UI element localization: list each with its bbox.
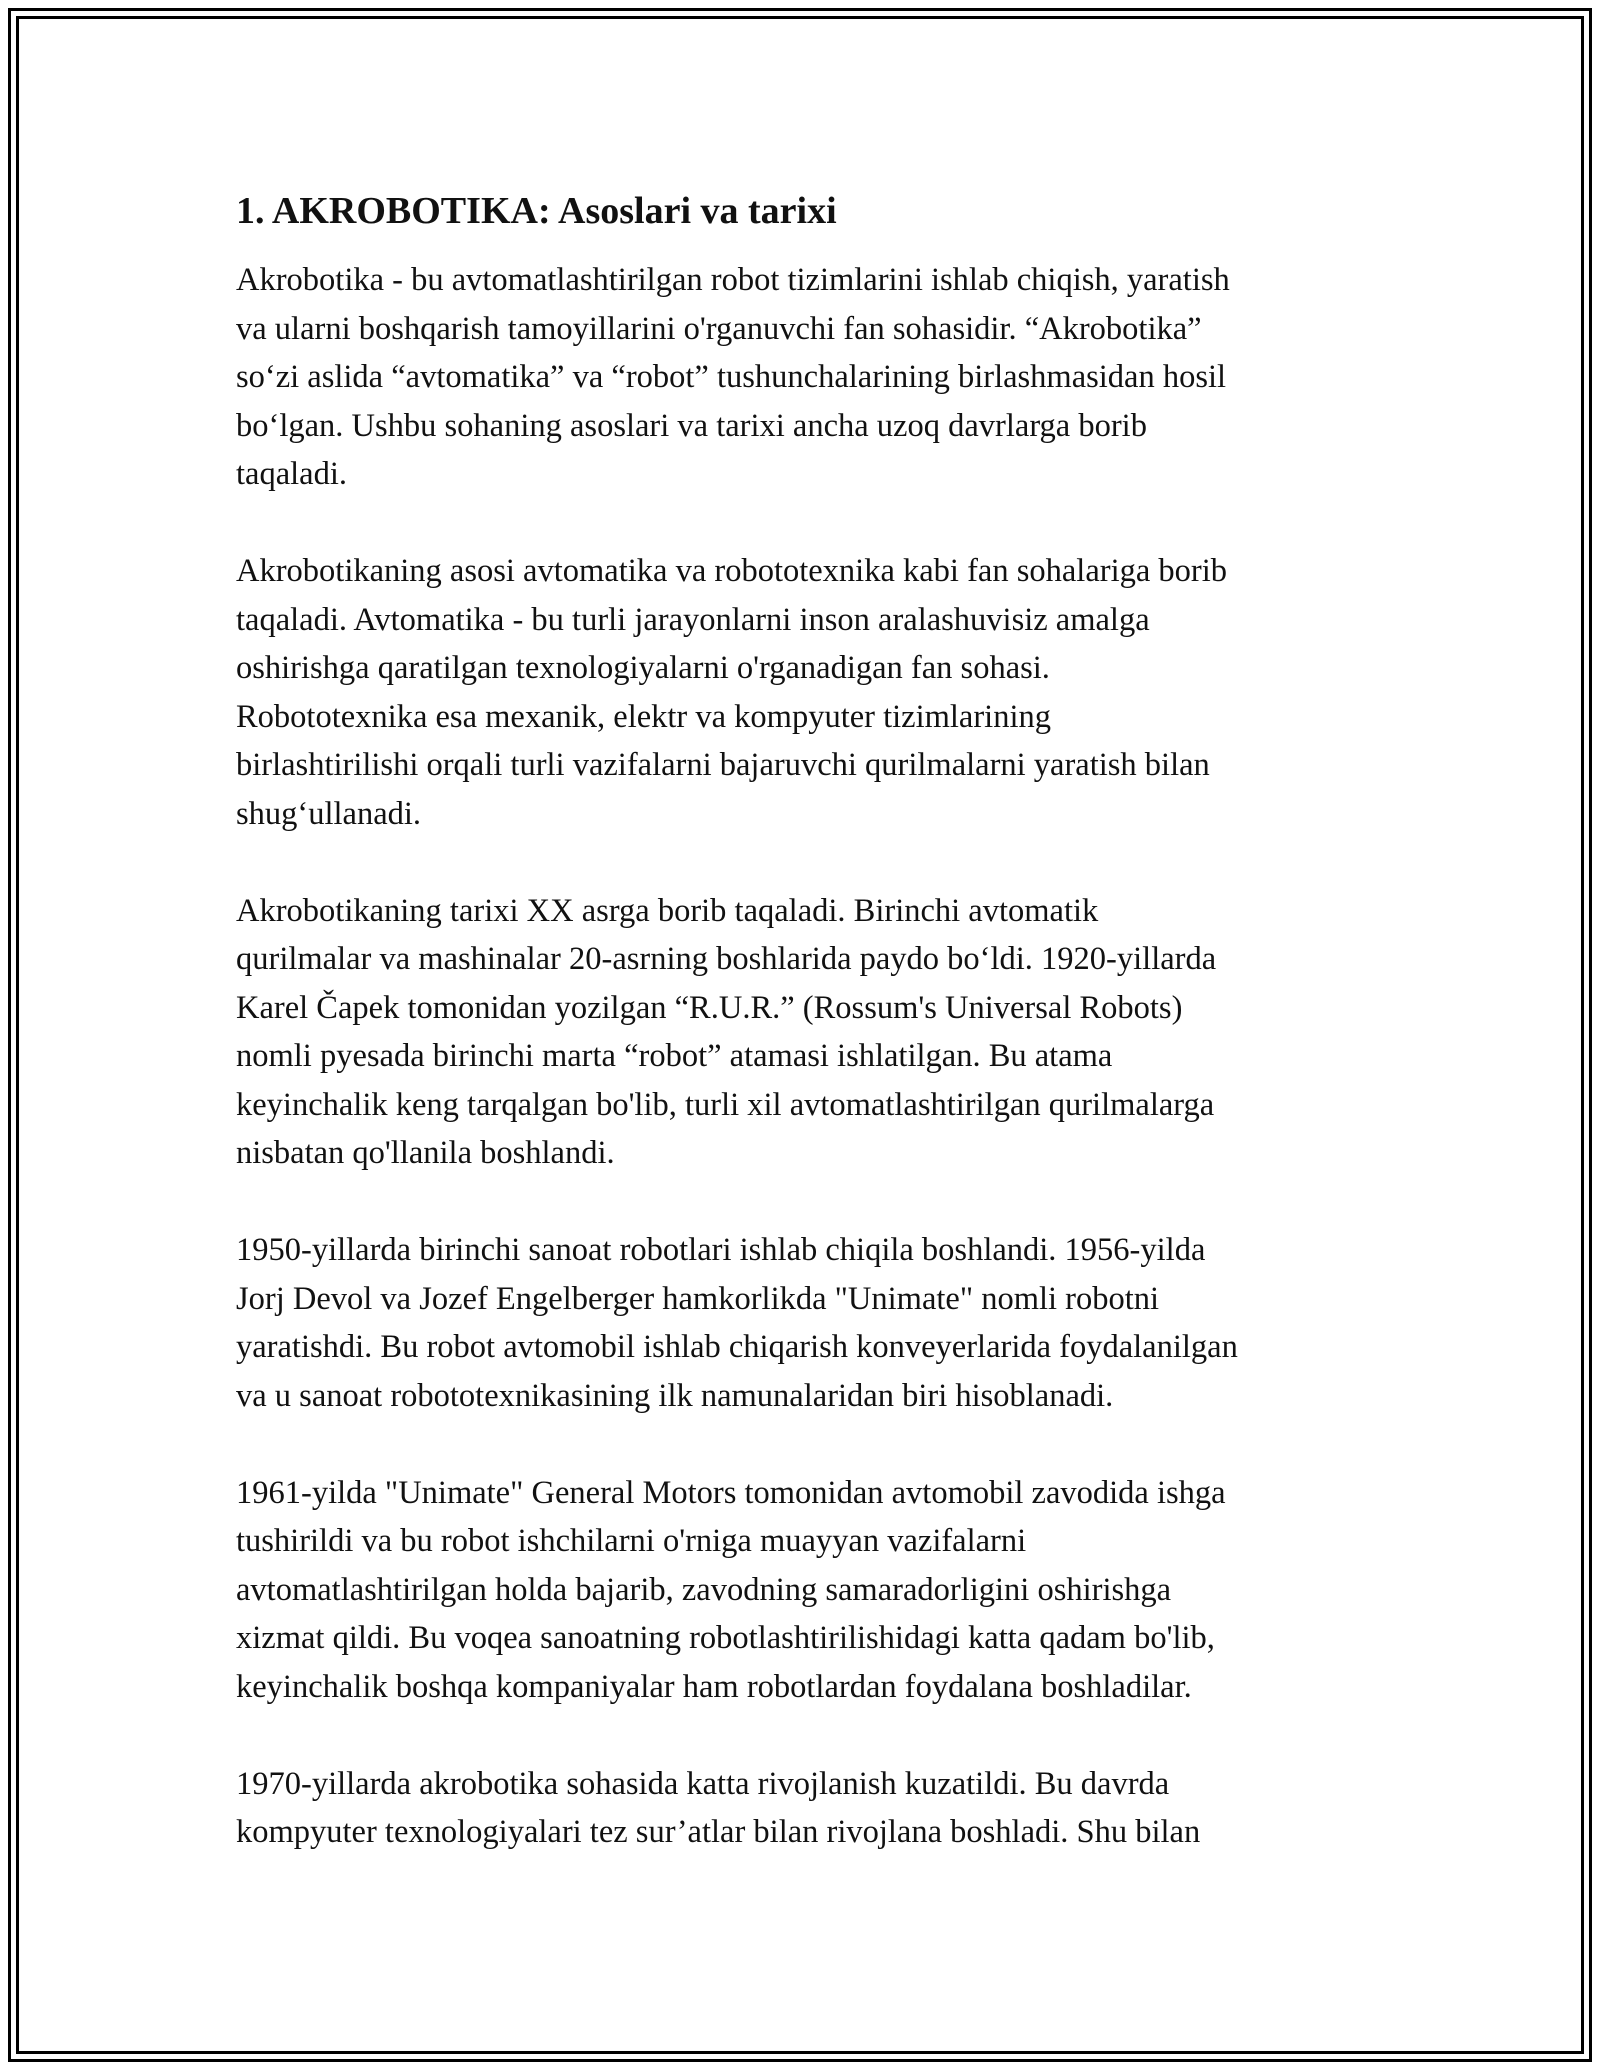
text-line: Akrobotikaning asosi avtomatika va robototexnika kabi fan sohalariga borib <box>236 553 1227 589</box>
text-line: va u sanoat robototexnikasining ilk namunalaridan biri hisoblanadi. <box>236 1377 1114 1414</box>
text-line: Akrobotika - bu avtomatlashtirilgan robot tizimlarini ishlab chiqish, yaratish <box>236 262 1230 298</box>
text-line: Robototexnika esa mexanik, elektr va kompyuter tizimlarining <box>236 698 1051 735</box>
paragraph-4 <box>236 1226 1396 1420</box>
text-line: bo‘lgan. Ushbu sohaning asoslari va tarixi ancha uzoq davrlarga borib <box>236 407 1147 444</box>
text-line: taqaladi. Avtomatika - bu turli jarayonlarni inson aralashuvisiz amalga <box>236 601 1150 638</box>
paragraph-3 <box>236 887 1396 1178</box>
text-line: avtomatlashtirilgan holda bajarib, zavodning samaradorligini oshirishga <box>236 1571 1172 1608</box>
text-line: kompyuter texnologiyalari tez sur’atlar bilan rivojlana boshladi. Shu bilan <box>236 1814 1201 1850</box>
document-body <box>236 186 1396 1905</box>
section-heading: 1. AKROBOTIKA: Asoslari va tarixi <box>236 190 837 232</box>
text-line: nisbatan qo'llanila boshlandi. <box>236 1135 615 1171</box>
text-line: so‘zi aslida “avtomatika” va “robot” tushunchalarining birlashmasidan hosil <box>236 359 1227 395</box>
text-line: Akrobotikaning tarixi XX asrga borib taqaladi. Birinchi avtomatik <box>236 892 1099 929</box>
text-line: 1961-yilda "Unimate" General Motors tomonidan avtomobil zavodida ishga <box>236 1474 1226 1511</box>
text-line: keyinchalik boshqa kompaniyalar ham robotlardan foydalana boshladilar. <box>236 1668 1192 1705</box>
text-line: tushirildi va bu robot ishchilarni o'rniga muayyan vazifalarni <box>236 1523 1027 1559</box>
text-line: qurilmalar va mashinalar 20-asrning boshlarida paydo bo‘ldi. 1920-yillarda <box>236 941 1217 977</box>
text-line: keyinchalik keng tarqalgan bo'lib, turli xil avtomatlashtirilgan qurilmalarga <box>236 1086 1215 1123</box>
paragraph-1 <box>236 256 1396 499</box>
paragraph-6 <box>236 1760 1396 1857</box>
text-line: Jorj Devol va Jozef Engelberger hamkorlikda "Unimate" nomli robotni <box>236 1280 1160 1317</box>
text-line: birlashtirilishi orqali turli vazifalarni bajaruvchi qurilmalarni yaratish bilan <box>236 747 1210 783</box>
paragraph-5 <box>236 1469 1396 1712</box>
text-line: taqaladi. <box>236 456 347 492</box>
text-line: 1950-yillarda birinchi sanoat robotlari ishlab chiqila boshlandi. 1956-yilda <box>236 1232 1206 1268</box>
text-line: va ularni boshqarish tamoyillarini o'rganuvchi fan sohasidir. “Akrobotika” <box>236 310 1202 347</box>
text-line: Karel Čapek tomonidan yozilgan “R.U.R.” (Rossum's Universal Robots) <box>236 989 1183 1026</box>
text-line: yaratishdi. Bu robot avtomobil ishlab chiqarish konveyerlarida foydalanilgan <box>236 1329 1238 1365</box>
text-line: 1970-yillarda akrobotika sohasida katta rivojlanish kuzatildi. Bu davrda <box>236 1765 1170 1802</box>
text-line: shug‘ullanadi. <box>236 795 422 832</box>
paragraph-2 <box>236 547 1396 838</box>
text-line: oshirishga qaratilgan texnologiyalarni o'rganadigan fan sohasi. <box>236 650 1050 686</box>
text-line: xizmat qildi. Bu voqea sanoatning robotlashtirilishidagi katta qadam bo'lib, <box>236 1620 1215 1656</box>
text-line: nomli pyesada birinchi marta “robot” atamasi ishlatilgan. Bu atama <box>236 1038 1113 1074</box>
